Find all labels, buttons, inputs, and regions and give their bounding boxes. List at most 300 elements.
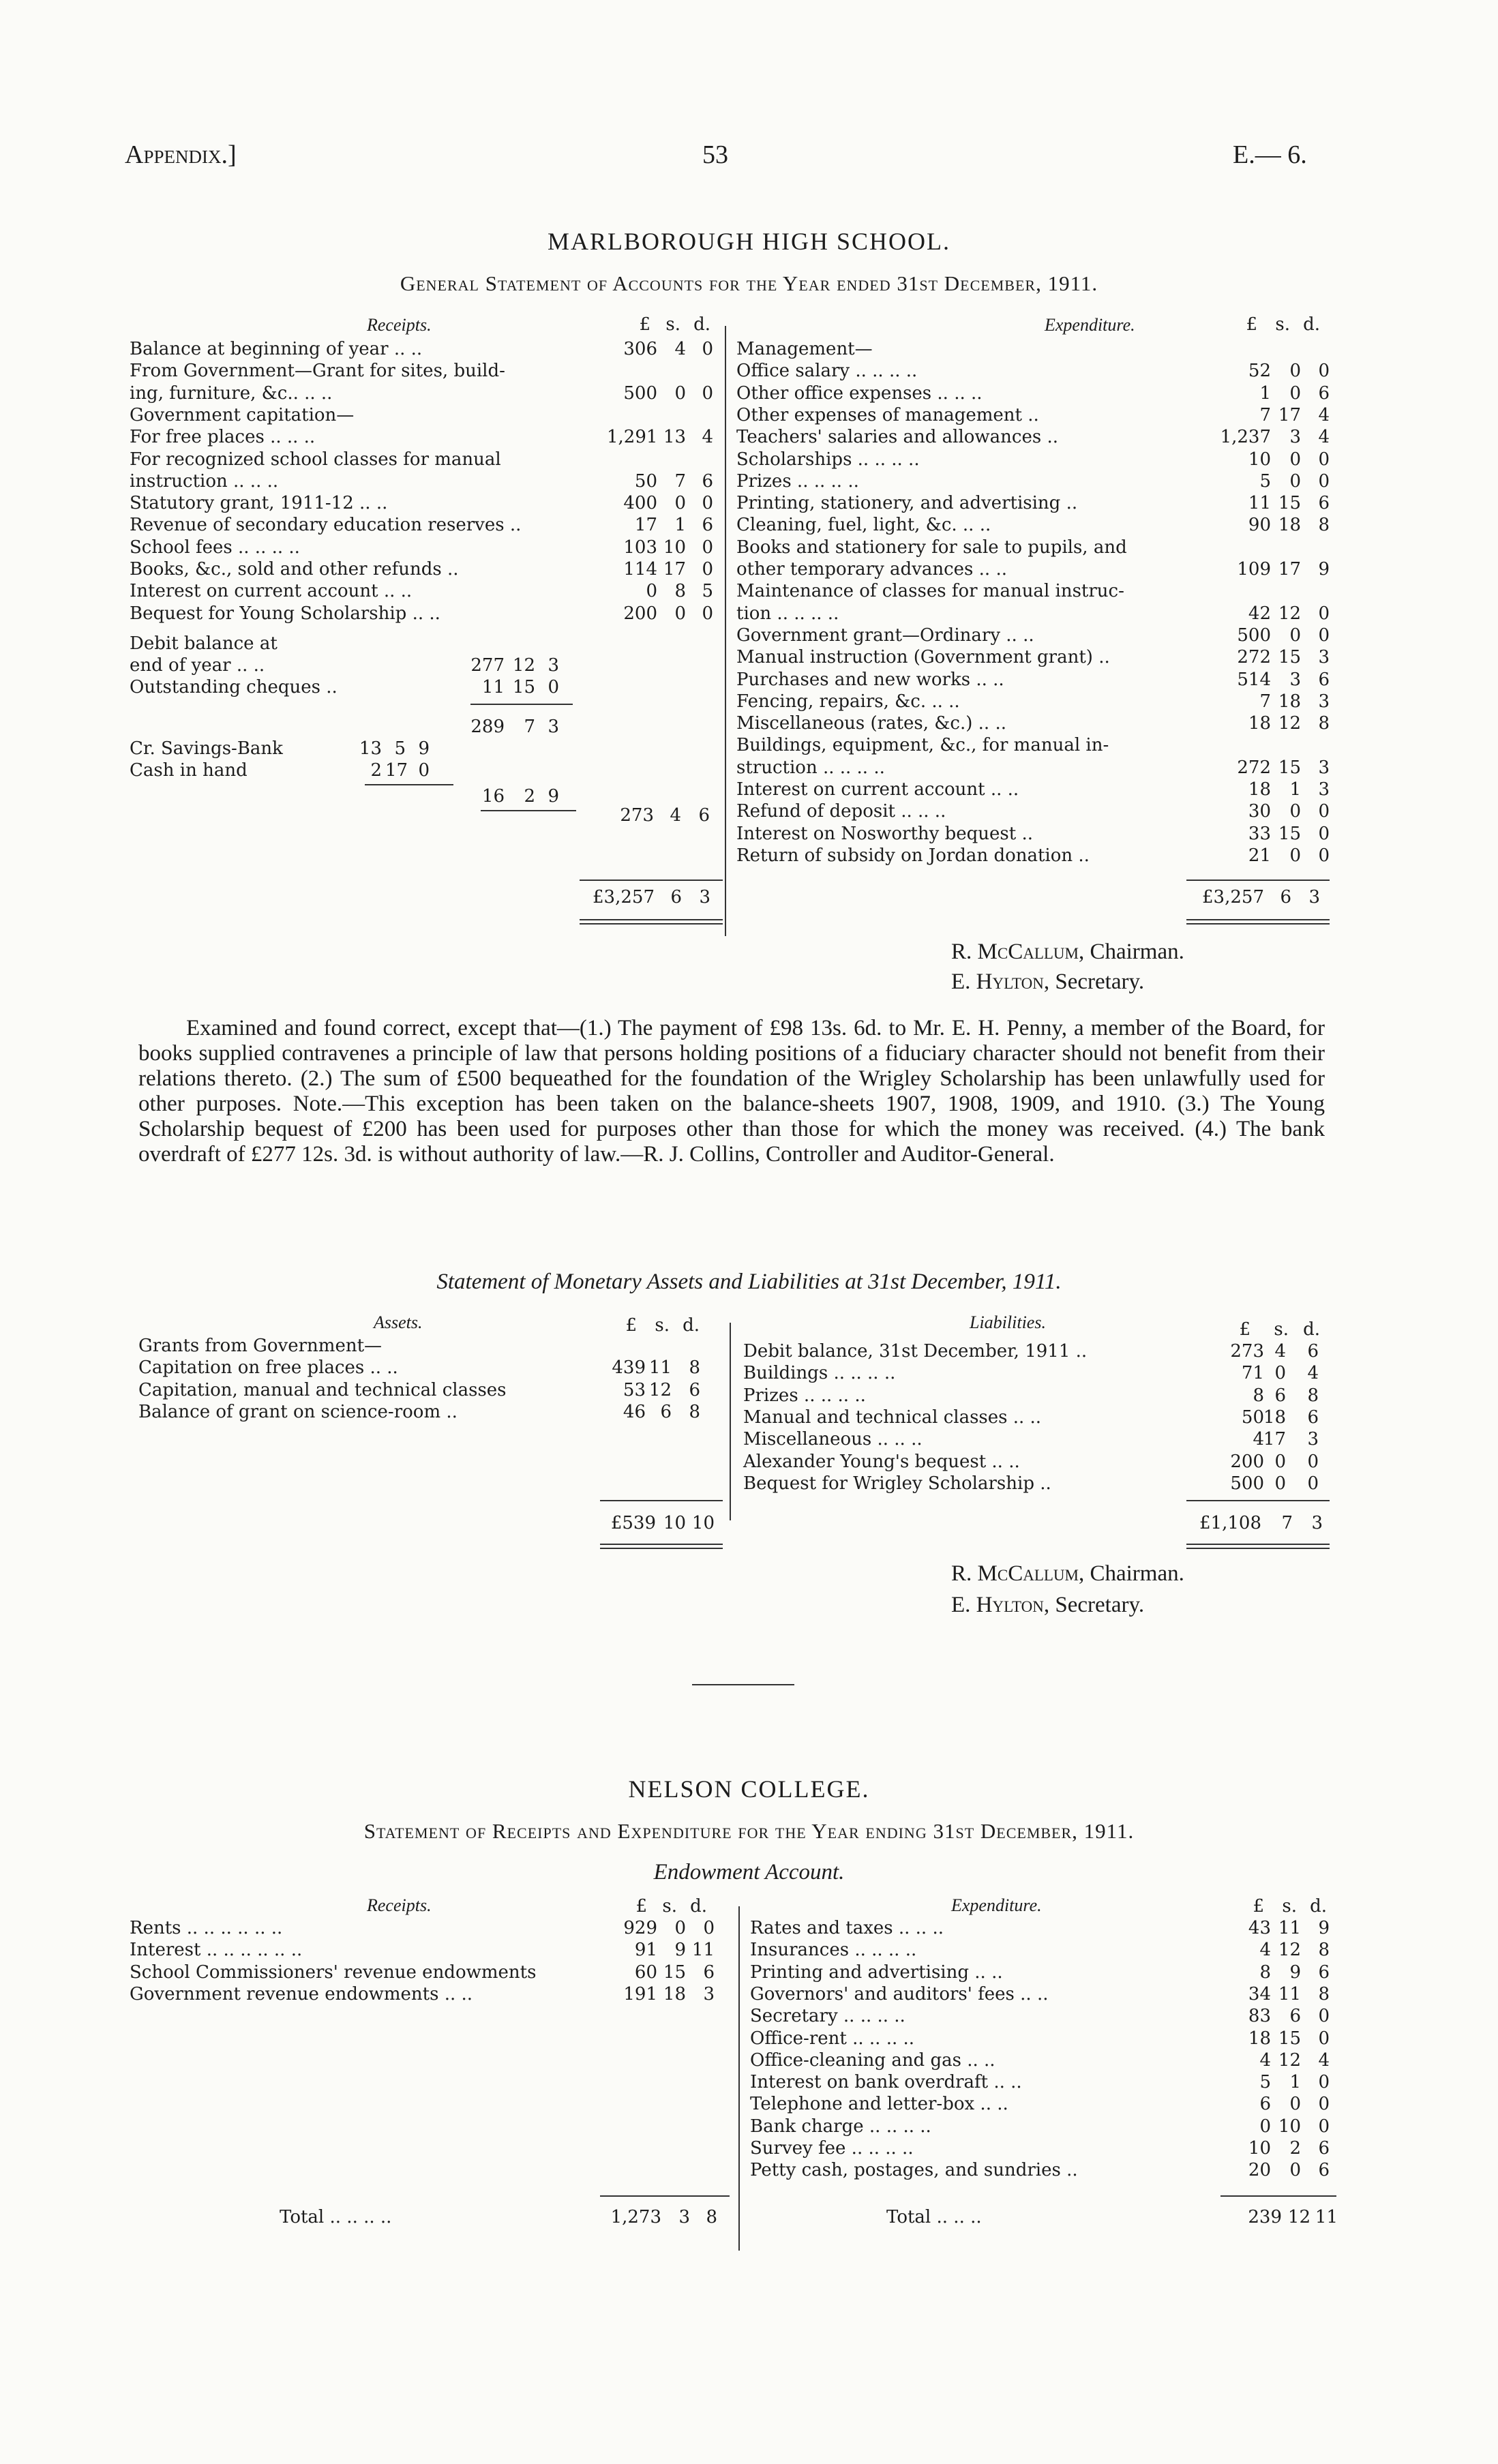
- expenditure-row-d: 3: [1318, 647, 1330, 668]
- receipt-row-label: instruction .. .. ..: [130, 470, 279, 492]
- liabilities-total: £1,108 7 3: [1199, 1513, 1323, 1533]
- liability-row-d: 4: [1307, 1363, 1319, 1384]
- expenditure-row-l: 33: [1248, 823, 1271, 844]
- liability-row-l: 500: [1230, 1473, 1264, 1494]
- expenditure-row-l: 18: [1248, 779, 1271, 800]
- nelson-expenditure-row-s: 15: [1278, 2028, 1301, 2049]
- expenditure-row: [736, 470, 1343, 492]
- expenditure-row-l: 21: [1248, 845, 1271, 866]
- rule: [1220, 2195, 1336, 2197]
- expenditure-row-d: 3: [1318, 757, 1330, 778]
- expenditure-row-d: 0: [1318, 470, 1330, 492]
- nelson-expenditure-row-d: 0: [1318, 2094, 1330, 2115]
- expenditure-row: [736, 845, 1343, 867]
- expenditure-row-label: Purchases and new works .. ..: [736, 669, 1004, 690]
- expenditure-row-d: 0: [1318, 603, 1330, 624]
- expenditure-row-s: 0: [1289, 625, 1301, 646]
- receipt-row: [130, 580, 723, 602]
- savings-row: Cr. Savings-Bank 13 5 9: [130, 738, 430, 759]
- expenditure-row-s: 18: [1278, 691, 1301, 712]
- expenditure-row-d: 0: [1318, 845, 1330, 866]
- section-divider: [692, 1684, 794, 1685]
- expenditure-row-label: Return of subsidy on Jordan donation ..: [736, 845, 1090, 866]
- nelson-expenditure-row-s: 2: [1289, 2138, 1301, 2159]
- liability-row-label: Manual and technical classes .. ..: [743, 1407, 1042, 1428]
- expenditure-row-s: 3: [1289, 669, 1301, 690]
- receipt-row-l: 103: [623, 537, 657, 558]
- rule: [1186, 923, 1330, 925]
- expenditure-row-s: 15: [1278, 823, 1301, 844]
- expenditure-row: [736, 779, 1343, 800]
- receipt-row-d: 0: [702, 339, 713, 359]
- column-divider: [725, 326, 726, 936]
- expenditure-row-l: 1,237: [1220, 427, 1271, 448]
- liability-row-d: 0: [1307, 1473, 1319, 1494]
- marlborough-subtitle: General Statement of Accounts for the Year ended 31st December, 1911.: [400, 271, 1098, 295]
- receipt-row: [130, 338, 723, 360]
- asset-row-l: 46: [623, 1401, 646, 1422]
- receipt-row: [130, 360, 723, 382]
- receipt-row-s: 10: [663, 537, 686, 558]
- nelson-expenditure-row-l: 83: [1248, 2006, 1271, 2027]
- nelson-expenditure-row: [750, 1939, 1350, 1961]
- nelson-expenditure-row-label: Printing and advertising .. ..: [750, 1962, 1003, 1983]
- receipt-row-l: 1,291: [607, 427, 658, 448]
- expenditure-row-label: Printing, stationery, and advertising ..: [736, 493, 1078, 514]
- asset-row: [138, 1401, 725, 1423]
- nelson-expenditure-row-l: 6: [1259, 2094, 1271, 2115]
- expenditure-row: [736, 625, 1343, 646]
- debit-cheques-row: Outstanding cheques .. 11 15 0: [130, 677, 559, 697]
- expenditure-row-s: 15: [1278, 493, 1301, 514]
- nelson-expenditure-row-s: 10: [1278, 2116, 1301, 2137]
- expenditure-row: [736, 800, 1343, 822]
- nelson-expenditure-row-d: 8: [1318, 1983, 1330, 2004]
- expenditure-row-d: 0: [1318, 801, 1330, 822]
- expenditure-row-l: 5: [1259, 470, 1271, 492]
- nelson-expenditure-row-s: 6: [1289, 2006, 1301, 2027]
- expenditure-row-label: Manual instruction (Government grant) ..: [736, 647, 1110, 668]
- money-heading-nelson-right: £ s. d.: [1253, 1896, 1327, 1917]
- expenditure-row: [736, 691, 1343, 712]
- expenditure-row-d: 8: [1318, 713, 1330, 734]
- receipt-row-label: ing, furniture, &c.. .. ..: [130, 382, 333, 404]
- receipt-row: [130, 603, 723, 625]
- endowment-heading: Endowment Account.: [653, 1860, 845, 1884]
- expenditure-heading: Expenditure.: [1045, 315, 1135, 335]
- nelson-receipt-row-l: 60: [634, 1962, 657, 1983]
- liability-row: [743, 1385, 1343, 1407]
- money-heading-left: £ s. d.: [639, 314, 710, 335]
- signature-secretary-2: E. Hylton, Secretary.: [951, 1593, 1145, 1617]
- expenditure-row-s: 0: [1289, 449, 1301, 470]
- liability-row-s: 4: [1274, 1341, 1286, 1362]
- asset-row-s: 6: [660, 1401, 672, 1422]
- expenditure-row: [736, 404, 1343, 426]
- receipt-row-label: Bequest for Young Scholarship .. ..: [130, 603, 440, 624]
- expenditure-row-l: 272: [1237, 757, 1271, 778]
- asset-row-label: Capitation on free places .. ..: [138, 1357, 398, 1379]
- liability-row-label: Prizes .. .. .. ..: [743, 1385, 866, 1406]
- expenditure-row-s: 15: [1278, 647, 1301, 668]
- nelson-receipt-row-d: 11: [691, 1940, 715, 1961]
- receipt-row-l: 114: [623, 559, 657, 580]
- nelson-expenditure-row-d: 6: [1318, 1962, 1330, 1983]
- asset-row-l: 53: [623, 1379, 646, 1400]
- nelson-subtitle: Statement of Receipts and Expenditure for the Year ending 31st December, 1911.: [363, 1819, 1135, 1843]
- nelson-expenditure-row-label: Governors' and auditors' fees .. ..: [750, 1983, 1049, 2004]
- liability-row: [743, 1451, 1343, 1473]
- money-heading-nelson-left: £ s. d.: [635, 1896, 707, 1917]
- expenditure-row-label: Interest on current account .. ..: [736, 779, 1019, 800]
- expenditure-row-label: Books and stationery for sale to pupils, and: [736, 537, 1127, 558]
- liability-row: [743, 1428, 1343, 1450]
- header-appendix: Appendix.]: [125, 140, 237, 169]
- header-code: E.— 6.: [1233, 140, 1307, 169]
- receipt-row-label: Books, &c., sold and other refunds ..: [130, 559, 459, 580]
- liability-row-l: 71: [1241, 1363, 1264, 1384]
- receipt-row-s: 13: [663, 427, 686, 448]
- nelson-expenditure-row-s: 0: [1289, 2160, 1301, 2181]
- nelson-expenditure-row-s: 0: [1289, 2094, 1301, 2115]
- receipt-row-l: 50: [634, 470, 657, 492]
- assets-heading: Assets.: [374, 1312, 423, 1332]
- expenditure-row-label: Buildings, equipment, &c., for manual in-: [736, 735, 1109, 756]
- asset-row-s: 12: [648, 1379, 672, 1400]
- receipt-row-label: Government capitation—: [130, 404, 355, 425]
- asset-row: [138, 1335, 725, 1357]
- receipt-row-d: 6: [702, 470, 713, 492]
- rule: [580, 880, 723, 881]
- expenditure-row-d: 0: [1318, 625, 1330, 646]
- expenditure-row-s: 12: [1278, 713, 1301, 734]
- nelson-expenditure-row-s: 12: [1278, 1940, 1301, 1961]
- expenditure-row-l: 52: [1248, 361, 1271, 382]
- receipt-row: [130, 382, 723, 404]
- rule: [580, 923, 723, 925]
- liability-row-l: 50: [1241, 1407, 1264, 1428]
- liability-row-label: Debit balance, 31st December, 1911 ..: [743, 1341, 1088, 1362]
- nelson-expenditure-row-d: 6: [1318, 2160, 1330, 2181]
- expenditure-row: [736, 514, 1343, 536]
- expenditure-row: [736, 580, 1343, 602]
- expenditure-row-l: 1: [1259, 382, 1271, 404]
- expenditure-row-d: 0: [1318, 449, 1330, 470]
- nelson-expenditure-row-l: 8: [1259, 1962, 1271, 1983]
- liabilities-heading: Liabilities.: [970, 1312, 1046, 1332]
- rule: [1186, 1548, 1330, 1549]
- expenditure-row-label: Scholarships .. .. .. ..: [736, 449, 920, 470]
- expenditure-row: [736, 338, 1343, 360]
- signature-chairman-2: R. McCallum, Chairman.: [951, 1561, 1184, 1586]
- expenditure-row-d: 3: [1318, 691, 1330, 712]
- expenditure-row-label: Management—: [736, 339, 873, 359]
- nelson-receipt-row: [130, 1917, 736, 1939]
- nelson-expenditure-row: [750, 2093, 1350, 2115]
- money-heading-right: £ s. d.: [1246, 314, 1320, 335]
- expenditure-row-l: 30: [1248, 801, 1271, 822]
- nelson-expenditure-row-label: Secretary .. .. .. ..: [750, 2006, 905, 2027]
- expenditure-row: [736, 382, 1343, 404]
- expenditure-row-label: Teachers' salaries and allowances ..: [736, 427, 1059, 448]
- receipt-row: [130, 404, 723, 426]
- expenditure-row-s: 18: [1278, 515, 1301, 536]
- expenditure-row-label: Miscellaneous (rates, &c.) .. ..: [736, 713, 1006, 734]
- nelson-expenditure-row-l: 10: [1248, 2138, 1271, 2159]
- asset-row-l: 439: [612, 1357, 646, 1379]
- nelson-expenditure-row: [750, 2005, 1350, 2027]
- expenditure-row: [736, 823, 1343, 845]
- receipt-row-l: 0: [646, 581, 657, 602]
- liability-row-label: Buildings .. .. .. ..: [743, 1363, 896, 1384]
- nelson-expenditure-row: [750, 2159, 1350, 2181]
- receipts-heading: Receipts.: [367, 315, 432, 335]
- rule: [600, 1500, 723, 1501]
- nelson-expenditure-row-l: 20: [1248, 2160, 1271, 2181]
- expenditure-row: [736, 492, 1343, 514]
- expenditure-row: [736, 603, 1343, 625]
- receipt-row-d: 0: [702, 382, 713, 404]
- expenditure-row-label: Prizes .. .. .. ..: [736, 470, 859, 492]
- expenditure-row: [736, 669, 1343, 691]
- receipt-row-d: 0: [702, 493, 713, 514]
- receipt-row-s: 1: [674, 515, 686, 536]
- signature-chairman: R. McCallum, Chairman.: [951, 940, 1184, 964]
- column-divider: [730, 1323, 731, 1520]
- rule: [470, 704, 573, 705]
- nelson-expenditure-row-s: 11: [1278, 1983, 1301, 2004]
- monetary-title: Statement of Monetary Assets and Liabilities at 31st December, 1911.: [436, 1269, 1062, 1294]
- expenditure-row-d: 6: [1318, 493, 1330, 514]
- liability-row-l: 4: [1253, 1429, 1264, 1450]
- expenditure-row-l: 272: [1237, 647, 1271, 668]
- expenditure-row-d: 6: [1318, 382, 1330, 404]
- expenditure-row-s: 0: [1289, 801, 1301, 822]
- receipt-row-label: Interest on current account .. ..: [130, 581, 413, 602]
- signature-secretary: E. Hylton, Secretary.: [951, 970, 1145, 994]
- receipt-row-s: 8: [674, 581, 686, 602]
- nelson-title: NELSON COLLEGE.: [628, 1775, 870, 1803]
- expenditure-row-label: Interest on Nosworthy bequest ..: [736, 823, 1034, 844]
- expenditure-row-d: 9: [1318, 559, 1330, 580]
- receipt-row-s: 0: [674, 603, 686, 624]
- expenditure-row-label: Fencing, repairs, &c. .. ..: [736, 691, 960, 712]
- receipt-row-label: For recognized school classes for manual: [130, 449, 501, 470]
- asset-row-label: Grants from Government—: [138, 1336, 383, 1356]
- expenditure-row-s: 12: [1278, 603, 1301, 624]
- nelson-expenditure-row-label: Survey fee .. .. .. ..: [750, 2138, 914, 2159]
- nelson-receipt-row-label: Government revenue endowments .. ..: [130, 1983, 473, 2004]
- nelson-expenditure-row: [750, 2071, 1350, 2093]
- money-heading-liab: £ s. d.: [1239, 1319, 1320, 1340]
- receipt-row: [130, 426, 723, 448]
- nelson-expenditure-heading: Expenditure.: [951, 1895, 1042, 1915]
- expenditure-row-l: 109: [1237, 559, 1271, 580]
- expenditure-row-d: 0: [1318, 823, 1330, 844]
- expenditure-row-label: Government grant—Ordinary .. ..: [736, 625, 1034, 646]
- nelson-expenditure-row-l: 43: [1248, 1918, 1271, 1938]
- debit-end-row: end of year .. .. 277 12 3: [130, 655, 559, 676]
- expenditure-row-label: Other office expenses .. .. ..: [736, 382, 983, 404]
- nelson-expenditure-row-d: 0: [1318, 2116, 1330, 2137]
- cash-row: Cash in hand 2 17 0: [130, 760, 430, 781]
- receipt-row-l: 500: [623, 382, 657, 404]
- receipt-row-d: 0: [702, 603, 713, 624]
- liability-row-label: Miscellaneous .. .. ..: [743, 1429, 923, 1450]
- expenditure-row-s: 0: [1289, 382, 1301, 404]
- receipt-row-label: School fees .. .. .. ..: [130, 537, 300, 558]
- asset-row-label: Balance of grant on science-room ..: [138, 1401, 458, 1422]
- asset-row-d: 8: [689, 1401, 700, 1422]
- receipt-row: [130, 449, 723, 470]
- nelson-receipt-row-s: 15: [663, 1962, 686, 1983]
- audit-note: Examined and found correct, except that—(1.) The payment of £98 13s. 6d. to Mr. E. H. Penny, a member of the Board, for books supplied contravenes a principle of law that persons holding positions of a fiduciary character should not benefit from their relations thereto. (2.) The sum of £500 bequeathed for the foundation of the Wrigley Scholarship has been unlawfully used for other purposes. Note.—This exception has been taken on the balance-sheets 1907, 1908, 1909, and 1910. (3.) The Young Scholarship bequest of £200 has been used for purposes other than those for which the money was received. (4.) The bank overdraft of £277 12s. 3d. is without authority of law.—R. J. Collins, Controller and Auditor-General.: [138, 1016, 1325, 1167]
- expenditure-row-d: 3: [1318, 779, 1330, 800]
- expenditure-total: £3,257 6 3: [1202, 887, 1320, 907]
- receipt-row-s: 7: [674, 470, 686, 492]
- nelson-receipt-row: [130, 1962, 736, 1983]
- receipt-row: [130, 537, 723, 558]
- expenditure-row-l: 10: [1248, 449, 1271, 470]
- receipt-row: [130, 470, 723, 492]
- expenditure-row-label: Other expenses of management ..: [736, 404, 1039, 425]
- debit-subtotal: 289 7 3: [470, 717, 559, 737]
- liability-row-l: 273: [1230, 1341, 1264, 1362]
- receipt-row-d: 6: [702, 515, 713, 536]
- nelson-receipt-row-label: Interest .. .. .. .. .. ..: [130, 1940, 303, 1961]
- expenditure-row: [736, 646, 1343, 668]
- receipt-row: [130, 492, 723, 514]
- expenditure-row-label: Maintenance of classes for manual instruc-: [736, 581, 1124, 602]
- nelson-expenditure-row-d: 4: [1318, 2049, 1330, 2071]
- receipt-row-label: Statutory grant, 1911-12 .. ..: [130, 493, 388, 514]
- liability-row: [743, 1473, 1343, 1494]
- nelson-expenditure-row-l: 4: [1259, 2049, 1271, 2071]
- expenditure-row-d: 6: [1318, 669, 1330, 690]
- nelson-expenditure-row-label: Office-cleaning and gas .. ..: [750, 2049, 995, 2071]
- receipt-row-s: 0: [674, 493, 686, 514]
- expenditure-row-l: 90: [1248, 515, 1271, 536]
- nelson-expenditure-row-d: 0: [1318, 2028, 1330, 2049]
- expenditure-row: [736, 558, 1343, 580]
- asset-row: [138, 1357, 725, 1379]
- nelson-receipt-row-l: 929: [623, 1918, 657, 1938]
- nelson-expenditure-row-d: 6: [1318, 2138, 1330, 2159]
- expenditure-row-label: other temporary advances .. ..: [736, 559, 1007, 580]
- nelson-expenditure-row-s: 12: [1278, 2049, 1301, 2071]
- rule: [1186, 1544, 1330, 1545]
- expenditure-row-label: tion .. .. .. ..: [736, 603, 839, 624]
- nelson-expenditure-row-label: Insurances .. .. .. ..: [750, 1940, 917, 1961]
- expenditure-row-l: 7: [1259, 691, 1271, 712]
- expenditure-row: [736, 449, 1343, 470]
- nelson-expenditure-row: [750, 2116, 1350, 2137]
- nelson-expenditure-row-l: 0: [1259, 2116, 1271, 2137]
- expenditure-row: [736, 734, 1343, 756]
- expenditure-row-s: 17: [1278, 559, 1301, 580]
- assets-total: £539 10 10: [610, 1513, 715, 1533]
- expenditure-row-l: 7: [1259, 404, 1271, 425]
- nelson-expenditure-row-label: Bank charge .. .. .. ..: [750, 2116, 931, 2137]
- expenditure-row-label: Office salary .. .. .. ..: [736, 361, 918, 382]
- marlborough-title: MARLBOROUGH HIGH SCHOOL.: [547, 228, 951, 255]
- nelson-expenditure-row-label: Telephone and letter-box .. ..: [750, 2094, 1008, 2115]
- expenditure-row-l: 42: [1248, 603, 1271, 624]
- liability-row-l: 200: [1230, 1451, 1264, 1472]
- nelson-expenditure-row: [750, 1917, 1350, 1939]
- liability-row-d: 8: [1307, 1385, 1319, 1406]
- receipt-row-d: 4: [702, 427, 713, 448]
- nelson-expenditure-row: [750, 1962, 1350, 1983]
- expenditure-row-s: 0: [1289, 361, 1301, 382]
- rule: [1186, 919, 1330, 920]
- cash-total: 16 2 9: [481, 786, 559, 807]
- nelson-receipt-row-s: 18: [663, 1983, 686, 2004]
- rule: [600, 1544, 723, 1545]
- expenditure-row: [736, 757, 1343, 779]
- nelson-receipt-row-d: 0: [703, 1918, 715, 1938]
- receipt-row-s: 0: [674, 382, 686, 404]
- rule: [1186, 1500, 1330, 1501]
- liability-row-s: 6: [1274, 1385, 1286, 1406]
- liability-row-d: 6: [1307, 1407, 1319, 1428]
- column-divider: [738, 1906, 740, 2251]
- nelson-expenditure-row: [750, 2049, 1350, 2071]
- liability-row-label: Bequest for Wrigley Scholarship ..: [743, 1473, 1051, 1494]
- expenditure-row-l: 11: [1248, 493, 1271, 514]
- rule: [481, 810, 576, 811]
- expenditure-row-d: 4: [1318, 427, 1330, 448]
- expenditure-row-s: 15: [1278, 757, 1301, 778]
- expenditure-row-l: 514: [1237, 669, 1271, 690]
- expenditure-row-s: 0: [1289, 470, 1301, 492]
- nelson-expenditure-row-s: 1: [1289, 2072, 1301, 2093]
- liability-row-d: 0: [1307, 1451, 1319, 1472]
- nelson-expenditure-row-l: 4: [1259, 1940, 1271, 1961]
- nelson-receipt-row-l: 91: [634, 1940, 657, 1961]
- liability-row-s: 0: [1274, 1473, 1286, 1494]
- nelson-expenditure-row: [750, 2137, 1350, 2159]
- liability-row-d: 6: [1307, 1341, 1319, 1362]
- nelson-receipt-row-d: 6: [703, 1962, 715, 1983]
- expenditure-row-s: 0: [1289, 845, 1301, 866]
- nelson-expenditure-row-l: 5: [1259, 2072, 1271, 2093]
- receipt-row-label: Revenue of secondary education reserves ..: [130, 515, 522, 536]
- expenditure-row: [736, 360, 1343, 382]
- receipt-row-label: From Government—Grant for sites, build-: [130, 361, 505, 382]
- expenditure-row-d: 0: [1318, 361, 1330, 382]
- expenditure-row: [736, 426, 1343, 448]
- expenditure-row-label: struction .. .. .. ..: [736, 757, 885, 778]
- nelson-expenditure-row: [750, 1983, 1350, 2005]
- expenditure-row-s: 3: [1289, 427, 1301, 448]
- asset-row: [138, 1379, 725, 1401]
- nelson-receipt-row: [130, 1983, 736, 2005]
- receipt-row-s: 17: [663, 559, 686, 580]
- asset-row-s: 11: [648, 1357, 672, 1379]
- liability-row: [743, 1362, 1343, 1384]
- nelson-expenditure-row-s: 11: [1278, 1918, 1301, 1938]
- receipt-row-s: 4: [674, 339, 686, 359]
- nelson-receipt-row-s: 0: [674, 1918, 686, 1938]
- nelson-expenditure-row-label: Petty cash, postages, and sundries ..: [750, 2160, 1078, 2181]
- debit-net: 273 4 6: [620, 805, 710, 826]
- nelson-expenditure-row-d: 9: [1318, 1918, 1330, 1938]
- expenditure-row: [736, 712, 1343, 734]
- liability-row: [743, 1340, 1343, 1362]
- nelson-receipt-row: [130, 1939, 736, 1961]
- receipt-row-l: 400: [623, 493, 657, 514]
